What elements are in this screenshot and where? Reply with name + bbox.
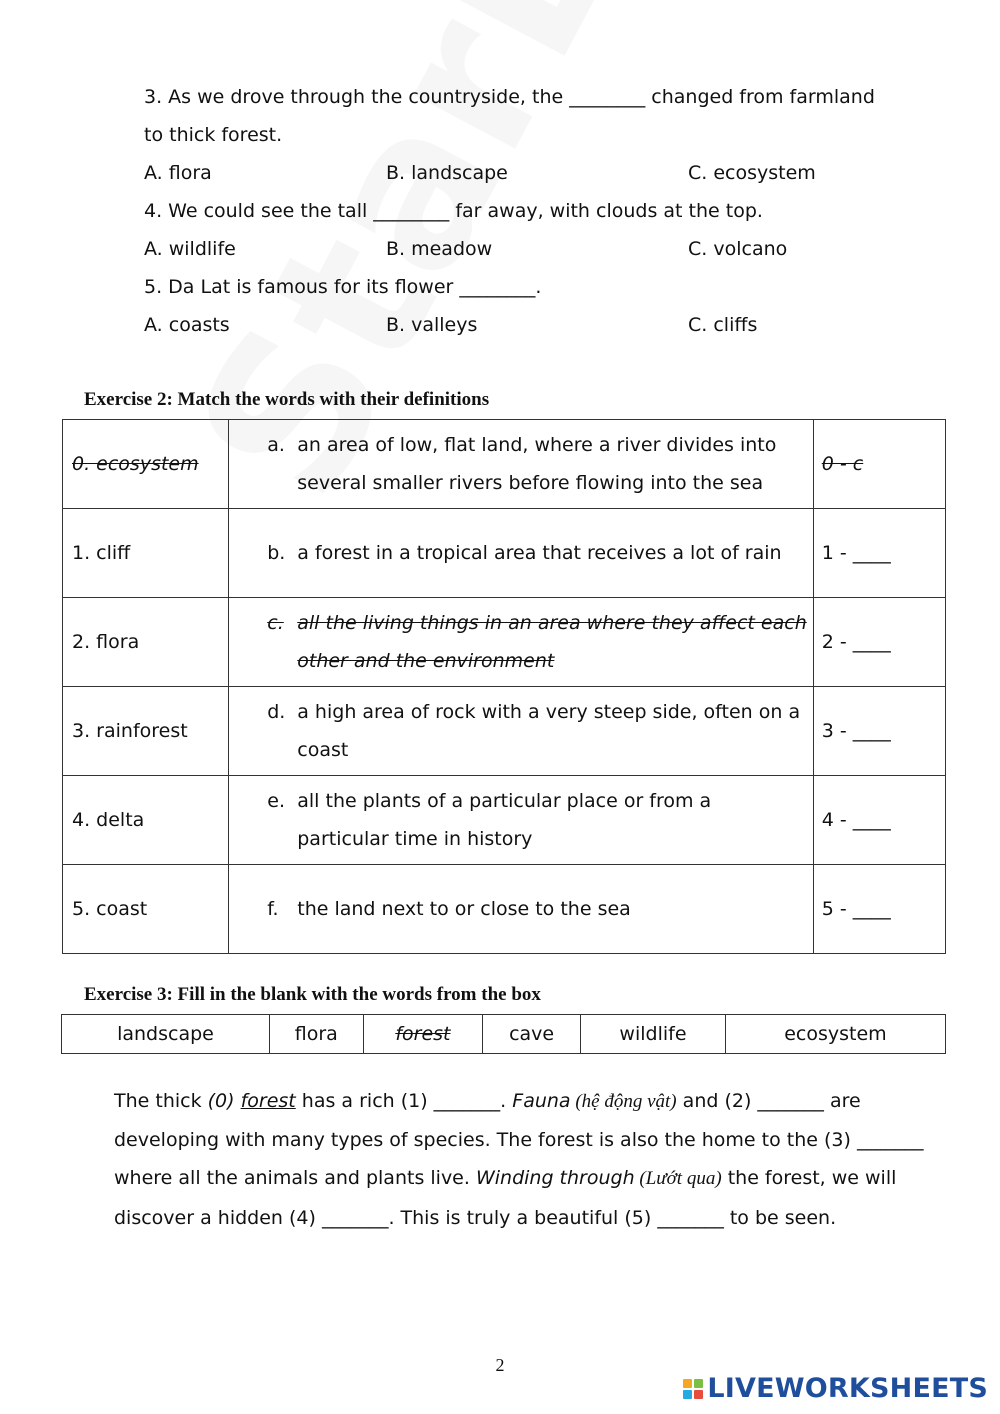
word-rainforest: 3. rainforest — [72, 720, 188, 742]
table-row — [63, 598, 946, 687]
answer-blank-5[interactable]: 5 - ____ — [821, 898, 891, 920]
answer-blank-2[interactable]: 2 - ____ — [821, 631, 891, 653]
word-box-item: ecosystem — [725, 1015, 945, 1054]
q3-option-b[interactable]: B. landscape — [386, 162, 508, 184]
answer-blank-4[interactable]: 4 - ____ — [821, 809, 891, 831]
word-example: 0. ecosystem — [72, 453, 199, 475]
paragraph-text: and (2) _______ are developing with many types of species. The forest is also the home to the (3) _______ where all the animals and plants live. — [114, 1090, 924, 1190]
word-cell — [63, 509, 229, 598]
table-row — [63, 509, 946, 598]
q4-option-b[interactable]: B. meadow — [386, 238, 493, 260]
question-3-text: 3. As we drove through the countryside, the ________ changed from farmland — [144, 86, 875, 108]
paragraph-term: Fauna — [512, 1090, 571, 1112]
answer-cell[interactable] — [813, 687, 945, 776]
logo-text: LIVEWORKSHEETS — [707, 1373, 988, 1404]
q4-option-a[interactable]: A. wildlife — [144, 238, 236, 260]
definition-letter: d. — [267, 701, 286, 723]
definition-cell — [229, 687, 813, 776]
definition-cell — [229, 776, 813, 865]
question-4-text: 4. We could see the tall ________ far away, with clouds at the top. — [144, 200, 763, 222]
q5-option-a[interactable]: A. coasts — [144, 314, 230, 336]
table-row — [63, 687, 946, 776]
q5-option-c[interactable]: C. cliffs — [688, 314, 758, 336]
word-box-item: flora — [269, 1015, 363, 1054]
q5-option-b[interactable]: B. valleys — [386, 314, 478, 336]
word-box-item: wildlife — [581, 1015, 726, 1054]
definition-text: a forest in a tropical area that receives a lot of rain — [297, 542, 782, 564]
definition-letter: e. — [267, 790, 285, 812]
answer-blank-1[interactable]: 1 - ____ — [821, 542, 891, 564]
q3-option-a[interactable]: A. flora — [144, 162, 212, 184]
table-row — [63, 420, 946, 509]
exercise-2-title: Exercise 2: Match the words with their definitions — [84, 389, 490, 410]
definition-cell — [229, 598, 813, 687]
word-box-item: landscape — [62, 1015, 270, 1054]
paragraph-term: Winding through — [475, 1167, 635, 1190]
word-cell — [63, 420, 229, 509]
definition-letter: a. — [267, 434, 285, 456]
paragraph-translation: (Lướt qua) — [634, 1168, 722, 1190]
answer-cell[interactable] — [813, 598, 945, 687]
word-flora: 2. flora — [72, 631, 140, 653]
definition-text: the land next to or close to the sea — [297, 898, 631, 920]
word-box-item — [363, 1015, 482, 1054]
paragraph-text: has a rich (1) _______. — [295, 1090, 513, 1112]
table-row — [63, 865, 946, 954]
word-cell — [63, 776, 229, 865]
answer-blank-3[interactable]: 3 - ____ — [821, 720, 891, 742]
definition-letter: c. — [267, 612, 284, 634]
word-coast: 5. coast — [72, 898, 148, 920]
definition-text: all the plants of a particular place or from a particular time in history — [297, 790, 712, 850]
word-cell — [63, 687, 229, 776]
answer-cell[interactable] — [813, 509, 945, 598]
definition-cell — [229, 865, 813, 954]
paragraph-example-answer: forest — [240, 1090, 296, 1112]
definition-text: a high area of rock with a very steep side, often on a coast — [297, 701, 801, 761]
liveworksheets-logo[interactable] — [683, 1373, 988, 1404]
definition-cell — [229, 509, 813, 598]
word-delta: 4. delta — [72, 809, 145, 831]
word-cell — [63, 598, 229, 687]
paragraph-text: the forest, we will discover a hidden (4) _______. This is truly a beautiful (5) _______ to be seen. — [114, 1167, 897, 1229]
word-box-item: cave — [483, 1015, 581, 1054]
answer-cell[interactable] — [813, 776, 945, 865]
answer-cell[interactable] — [813, 865, 945, 954]
definition-letter: f. — [267, 898, 279, 920]
word-cliff: 1. cliff — [72, 542, 131, 564]
paragraph-translation: (hệ động vật) — [570, 1091, 677, 1112]
exercise-3-title: Exercise 3: Fill in the blank with the words from the box — [84, 984, 541, 1005]
table-row — [63, 776, 946, 865]
matching-table — [62, 419, 946, 954]
word-cell — [63, 865, 229, 954]
question-5-text: 5. Da Lat is famous for its flower ________. — [144, 276, 542, 298]
fill-in-paragraph — [114, 1082, 944, 1237]
definition-letter: b. — [267, 542, 286, 564]
q4-option-c[interactable]: C. volcano — [688, 238, 788, 260]
answer-cell — [813, 420, 945, 509]
paragraph-text: The thick — [114, 1090, 208, 1112]
definition-text: an area of low, flat land, where a river divides into several smaller rivers before flowing into the sea — [297, 434, 777, 494]
definition-cell — [229, 420, 813, 509]
question-3-text-cont: to thick forest. — [144, 124, 283, 146]
page-number: 2 — [495, 1355, 505, 1375]
definition-text: all the living things in an area where they affect each other and the environment — [297, 612, 807, 672]
word-box-item-used: forest — [395, 1023, 451, 1045]
answer-example: 0 - c — [821, 453, 864, 475]
logo-icon — [683, 1379, 703, 1399]
q3-option-c[interactable]: C. ecosystem — [688, 162, 816, 184]
word-box — [61, 1014, 946, 1054]
paragraph-example-number: (0) — [207, 1090, 241, 1112]
